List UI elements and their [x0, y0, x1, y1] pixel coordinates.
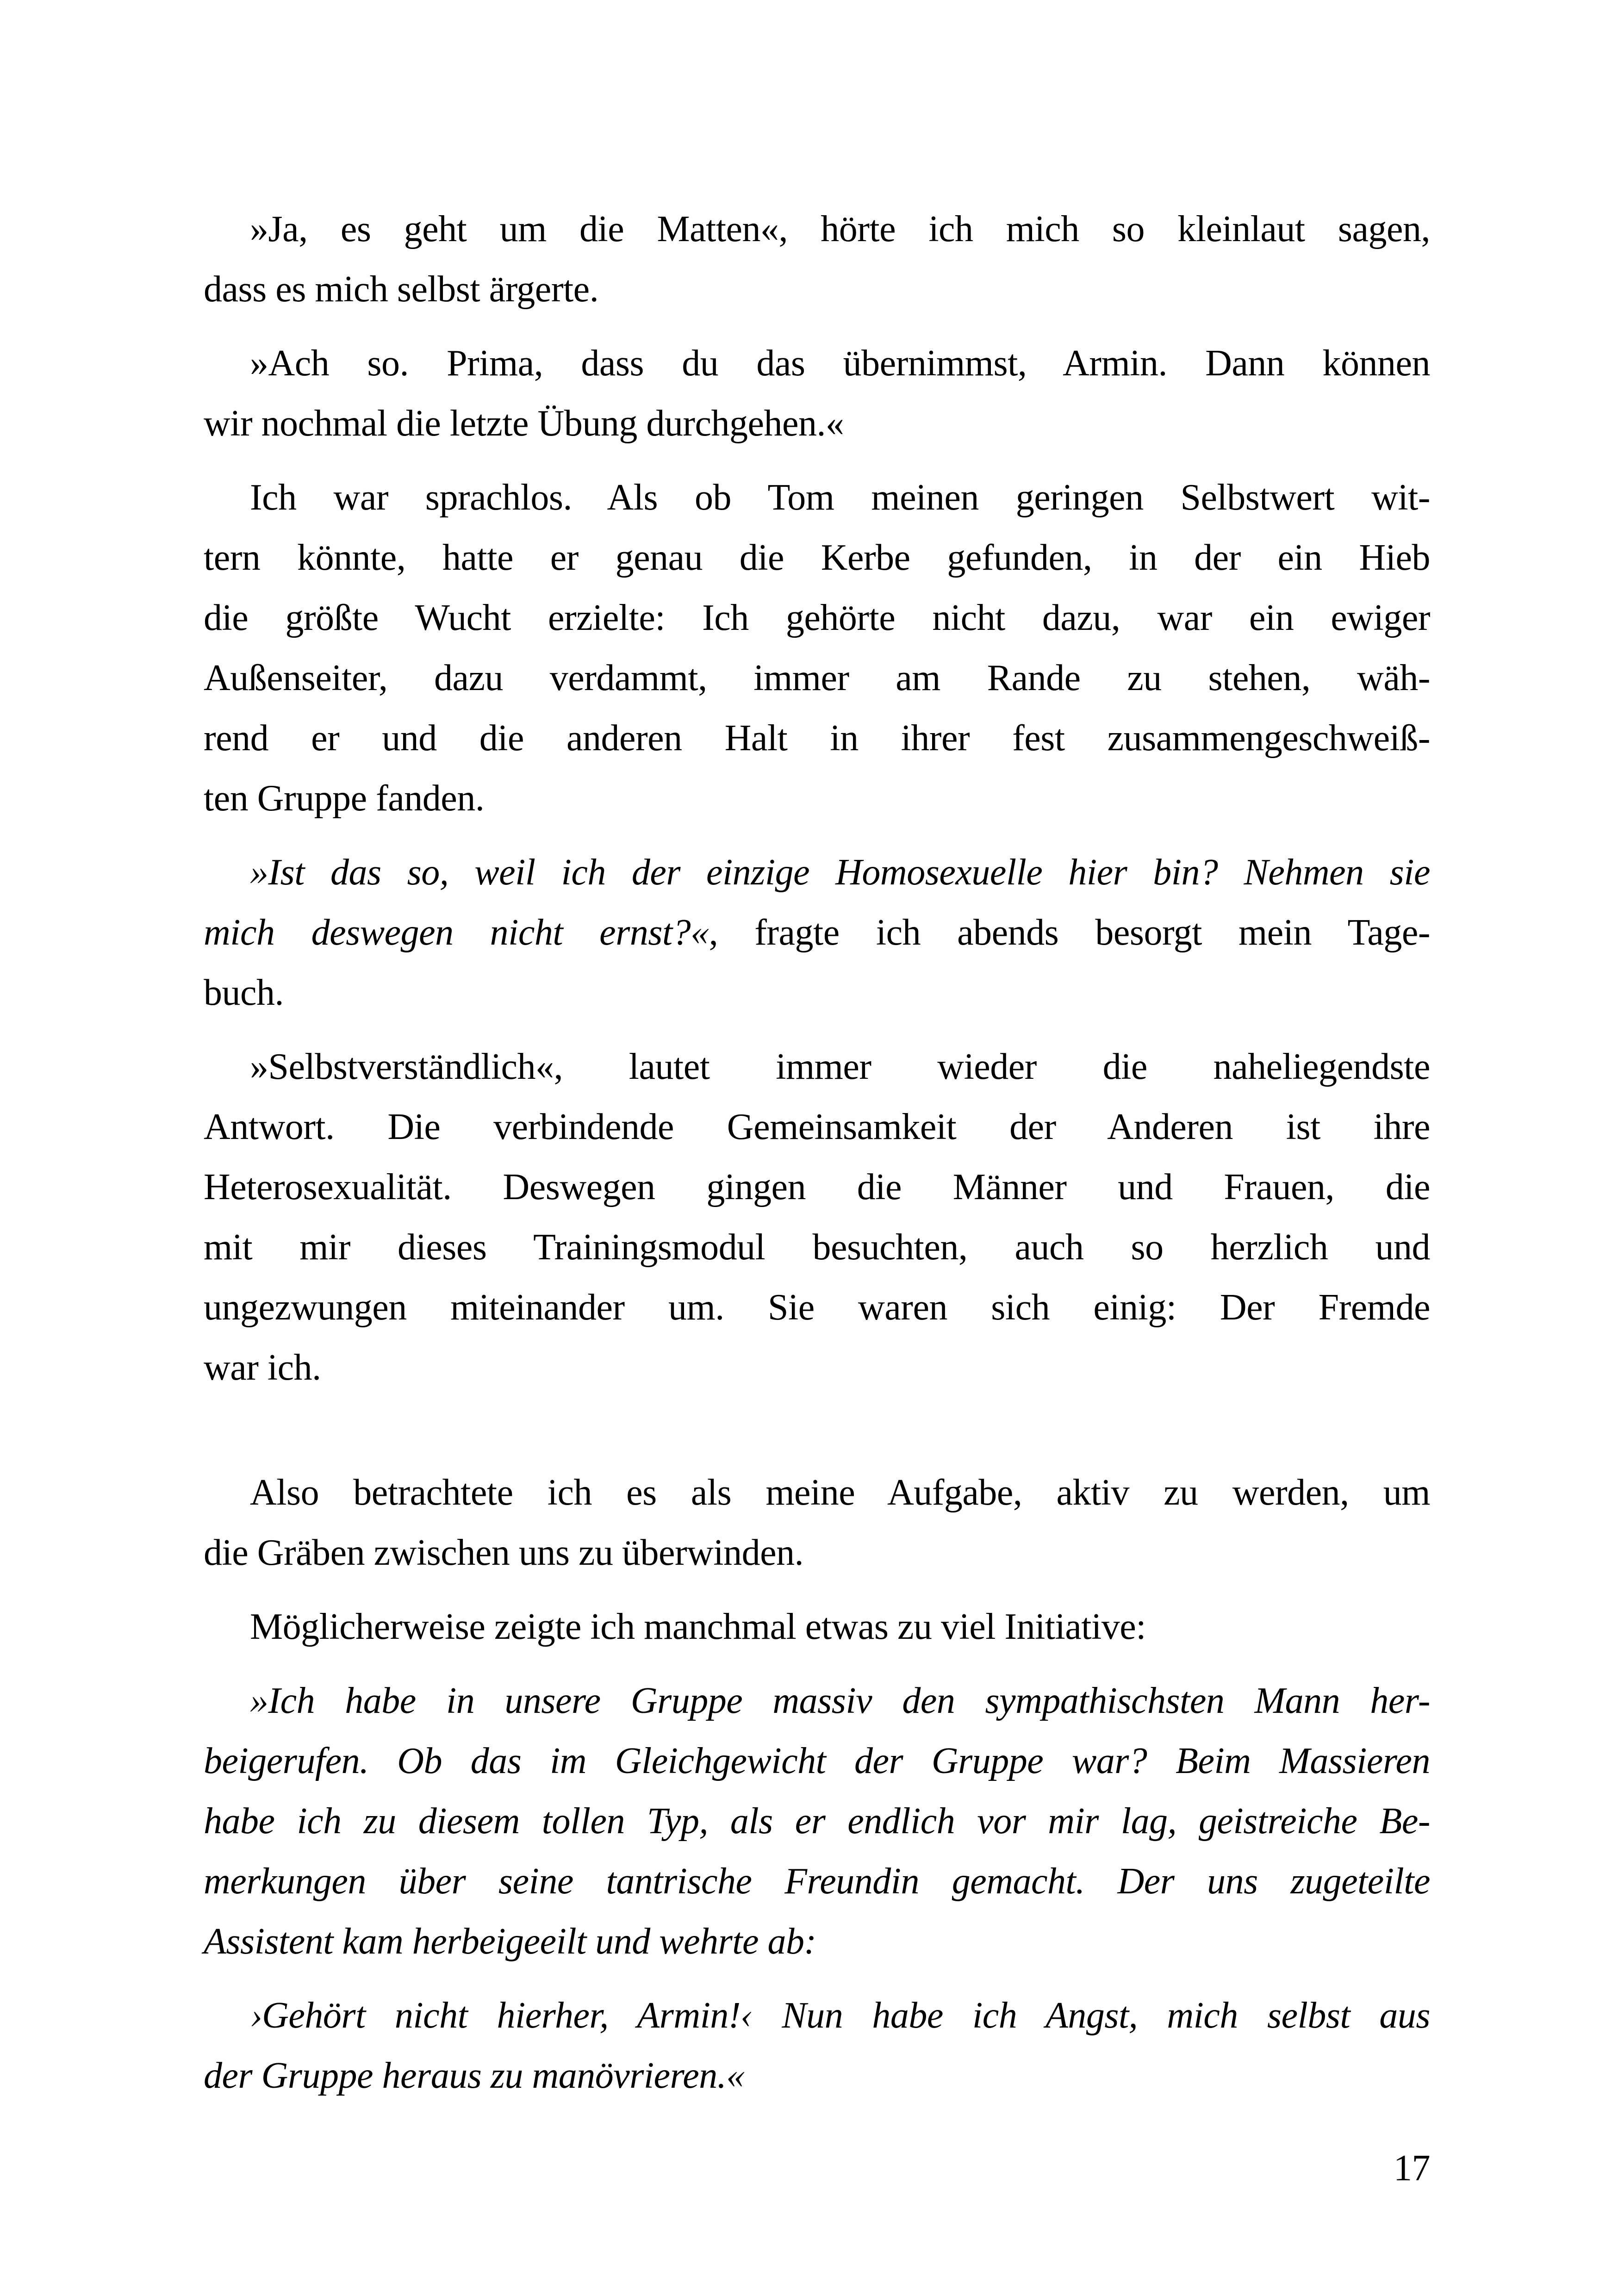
text-line	[204, 333, 1430, 393]
text-line	[204, 1911, 1430, 1972]
body-text: Möglicherweise zeigte ich manchmal etwas zu viel Initiative:	[250, 1606, 1146, 1647]
body-text: buch.	[204, 972, 284, 1013]
text-line	[204, 393, 1430, 454]
body-text: dass es mich selbst ärgerte.	[204, 269, 599, 310]
body-text: ungezwungen miteinander um. Sie waren sich einig: Der Fremde	[204, 1287, 1430, 1328]
italic-text: beigerufen. Ob das im Gleichgewicht der Gruppe war? Beim Massieren	[204, 1741, 1430, 1781]
text-line	[204, 1731, 1430, 1791]
body-text: »Ja, es geht um die Matten«, hörte ich mich so kleinlaut sagen,	[250, 209, 1430, 249]
body-text: Also betrachtete ich es als meine Aufgabe, aktiv zu werden, um	[250, 1472, 1430, 1513]
paragraph	[204, 467, 1430, 828]
body-text: ten Gruppe fanden.	[204, 778, 485, 819]
paragraph	[204, 1671, 1430, 1972]
text-line	[204, 2046, 1430, 2106]
paragraph	[204, 1597, 1430, 1657]
italic-text: der Gruppe heraus zu manövrieren.«	[204, 2055, 745, 2096]
italic-text: »Ist das so, weil ich der einzige Homosexuelle hier bin? Nehmen sie	[250, 852, 1430, 893]
text-line	[204, 1851, 1430, 1911]
text-line	[204, 708, 1430, 768]
body-text: tern könnte, hatte er genau die Kerbe gefunden, in der ein Hieb	[204, 537, 1430, 578]
italic-text: ›Gehört nicht hierher, Armin!‹ Nun habe ich Angst, mich selbst aus	[250, 1995, 1430, 2036]
text-line	[204, 1597, 1430, 1657]
body-text: »Selbstverständlich«, lautet immer wieder die naheliegendste	[250, 1046, 1430, 1087]
text-line	[204, 467, 1430, 528]
page-number: 17	[1394, 2148, 1430, 2189]
text-line	[204, 528, 1430, 588]
body-text: die Gräben zwischen uns zu überwinden.	[204, 1532, 804, 1573]
text-line	[204, 259, 1430, 319]
paragraph	[204, 1462, 1430, 1583]
italic-text: merkungen über seine tantrische Freundin gemacht. Der uns zugeteilte	[204, 1861, 1430, 1902]
body-text: , fragte ich abends besorgt mein Tage-	[709, 912, 1431, 953]
text-line	[204, 1985, 1430, 2046]
paragraph	[204, 842, 1430, 1023]
text-line	[204, 902, 1430, 963]
text-line	[204, 1277, 1430, 1338]
text-line	[204, 588, 1430, 648]
text-line	[204, 1338, 1430, 1398]
body-text: Heterosexualität. Deswegen gingen die Männer und Frauen, die	[204, 1167, 1430, 1207]
paragraph	[204, 1037, 1430, 1398]
text-line	[204, 1217, 1430, 1277]
text-line	[204, 842, 1430, 902]
body-text: die größte Wucht erzielte: Ich gehörte nicht dazu, war ein ewiger	[204, 597, 1430, 638]
paragraph	[204, 199, 1430, 319]
body-text: wir nochmal die letzte Übung durchgehen.«	[204, 403, 844, 444]
text-line	[204, 963, 1430, 1023]
body-text: Außenseiter, dazu verdammt, immer am Rande zu stehen, wäh-	[204, 658, 1430, 698]
text-line	[204, 1462, 1430, 1523]
italic-text: »Ich habe in unsere Gruppe massiv den sympathischsten Mann her-	[250, 1680, 1430, 1721]
italic-text: habe ich zu diesem tollen Typ, als er endlich vor mir lag, geistreiche Be-	[204, 1801, 1430, 1842]
text-line	[204, 199, 1430, 259]
body-text: mit mir dieses Trainingsmodul besuchten, auch so herzlich und	[204, 1227, 1430, 1268]
text-line	[204, 1157, 1430, 1217]
paragraph	[204, 1985, 1430, 2106]
text-line	[204, 1791, 1430, 1851]
text-line	[204, 648, 1430, 708]
body-text: Ich war sprachlos. Als ob Tom meinen geringen Selbstwert wit-	[250, 477, 1430, 518]
text-line	[204, 1037, 1430, 1097]
text-line	[204, 1671, 1430, 1731]
text-line	[204, 768, 1430, 828]
italic-text: mich deswegen nicht ernst?«	[204, 912, 709, 953]
body-text: Antwort. Die verbindende Gemeinsamkeit der Anderen ist ihre	[204, 1107, 1430, 1147]
body-text: war ich.	[204, 1347, 321, 1388]
text-block	[204, 199, 1430, 2198]
text-line	[204, 1097, 1430, 1157]
body-text: rend er und die anderen Halt in ihrer fest zusammengeschweiß-	[204, 718, 1430, 759]
italic-text: Assistent kam herbeigeeilt und wehrte ab:	[204, 1921, 816, 1962]
body-text: »Ach so. Prima, dass du das übernimmst, Armin. Dann können	[250, 343, 1430, 384]
text-line	[204, 1523, 1430, 1583]
paragraph	[204, 333, 1430, 454]
